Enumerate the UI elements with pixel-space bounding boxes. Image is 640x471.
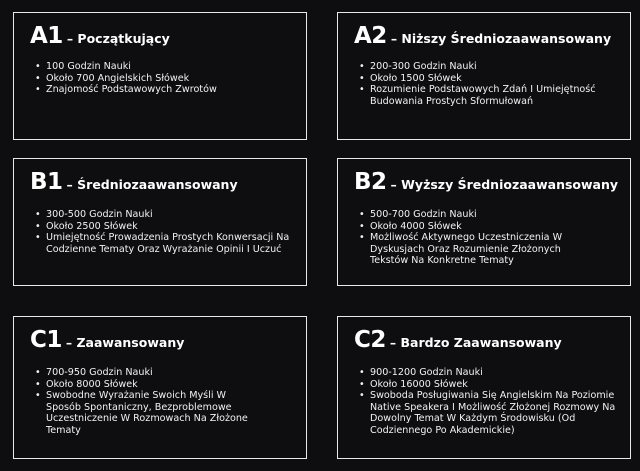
card-heading [354, 23, 611, 49]
level-card-c1 [13, 316, 307, 459]
list-item: • Około 4000 Słówek [358, 221, 590, 233]
list-item: • Około 1500 Słówek [358, 73, 623, 85]
level-name: – Wyższy Średniozaawansowany [390, 177, 619, 192]
level-name: – Początkujący [66, 31, 170, 46]
list-item: • Około 700 Angielskich Słówek [34, 73, 219, 85]
level-code: B2 [354, 169, 387, 195]
level-name: – Niższy Średniozaawansowany [390, 31, 612, 46]
level-name: – Średniozaawansowany [66, 177, 238, 192]
card-heading [354, 169, 618, 195]
list-item: • 200-300 Godzin Nauki [358, 61, 623, 73]
card-heading [354, 327, 562, 353]
level-code: A2 [354, 23, 387, 49]
list-item: • 500-700 Godzin Nauki [358, 209, 590, 221]
level-card-a1 [13, 12, 307, 140]
level-code: B1 [30, 169, 63, 195]
list-item: • 300-500 Godzin Nauki [34, 209, 302, 221]
level-card-c2 [337, 316, 631, 459]
list-item: • Rozumienie Podstawowych Zdań I Umiejętność Budowania Prostych Sformułowań [358, 84, 623, 107]
list-item: • 700-950 Godzin Nauki [34, 367, 264, 379]
card-heading [30, 327, 184, 353]
level-code: C2 [354, 327, 386, 353]
level-details [358, 367, 620, 436]
level-details [358, 61, 623, 107]
list-item: • 900-1200 Godzin Nauki [358, 367, 620, 379]
list-item: • 100 Godzin Nauki [34, 61, 219, 73]
level-details [34, 209, 302, 255]
level-name: – Zaawansowany [65, 335, 185, 350]
level-details [34, 61, 219, 96]
list-item: • Około 16000 Słówek [358, 379, 620, 391]
level-card-a2 [337, 12, 631, 140]
list-item: • Około 8000 Słówek [34, 379, 264, 391]
level-details [34, 367, 264, 436]
list-item: • Około 2500 Słówek [34, 221, 302, 233]
list-item: • Znajomość Podstawowych Zwrotów [34, 84, 219, 96]
level-code: A1 [30, 23, 63, 49]
level-code: C1 [30, 327, 62, 353]
list-item: • Swobodne Wyrażanie Swoich Myśli W Sposób Spontaniczny, Bezproblemowe Uczestniczenie W Rozmowach Na Złożone Tematy [34, 390, 264, 436]
card-heading [30, 169, 238, 195]
level-card-b2 [337, 158, 631, 286]
level-details [358, 209, 590, 267]
level-name: – Bardzo Zaawansowany [389, 335, 562, 350]
level-card-b1 [13, 158, 307, 286]
card-heading [30, 23, 170, 49]
list-item: • Swoboda Posługiwania Się Angielskim Na Poziomie Native Speakera I Możliwość Złożonej Rozmowy Na Dowolny Temat W Każdym Środowisku (Od Codziennego Po Akademickie) [358, 390, 620, 436]
list-item: • Możliwość Aktywnego Uczestniczenia W Dyskusjach Oraz Rozumienie Złożonych Tekstów Na Konkretne Tematy [358, 232, 590, 267]
list-item: • Umiejętność Prowadzenia Prostych Konwersacji Na Codzienne Tematy Oraz Wyrażanie Opinii I Uczuć [34, 232, 302, 255]
